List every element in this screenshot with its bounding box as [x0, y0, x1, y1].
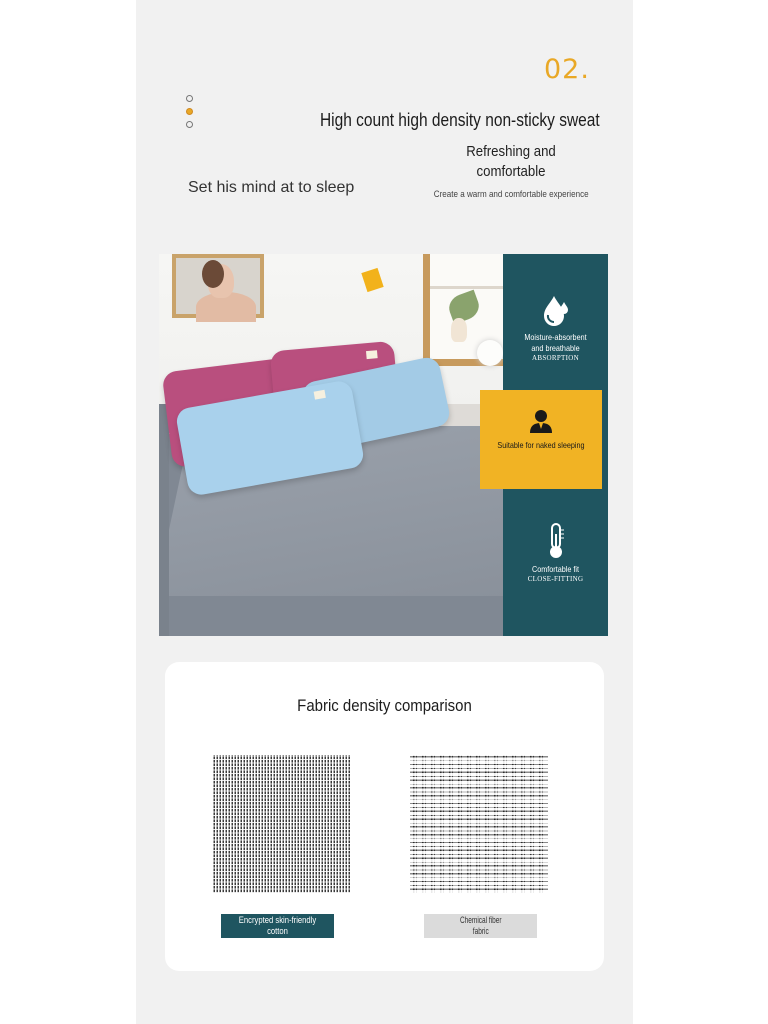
feature-moisture-sub: ABSORPTION [532, 354, 579, 362]
feature-naked-sleep [480, 390, 602, 489]
cotton-label-text: Encrypted skin-friendly cotton [238, 915, 317, 936]
left-tagline: Set his mind at to sleep [188, 179, 355, 196]
chemical-fiber-label-line-1: Chemical fiber [459, 915, 502, 925]
subhead [445, 142, 577, 182]
wall-picture-frame [172, 254, 264, 318]
pillow-tag [314, 390, 326, 400]
chemical-fiber-swatch [410, 755, 548, 893]
water-drop-icon [540, 294, 572, 328]
pagination-dot-2-active[interactable] [186, 108, 193, 115]
picture-hair [202, 260, 224, 288]
feature-naked-sleep-label: Suitable for naked sleeping [497, 440, 585, 450]
subhead-line-2: comfortable [476, 163, 546, 180]
comparison-title: Fabric density comparison [297, 696, 472, 715]
chemical-fiber-label-line-2: fabric [472, 926, 489, 936]
feature-fit-sub: CLOSE-FITTING [527, 575, 584, 583]
feature-fit-label: Comfortable fit [532, 564, 579, 574]
feature-moisture [503, 294, 608, 362]
thermometer-icon [546, 522, 566, 560]
shelf [430, 286, 503, 289]
chemical-fiber-label-badge [424, 914, 537, 938]
chemical-fiber-label-text [456, 915, 505, 937]
headline: High count high density non-sticky sweat [320, 110, 600, 130]
cotton-label-badge [221, 914, 334, 938]
pagination-dot-3[interactable] [186, 121, 193, 128]
feature-fit [503, 522, 608, 583]
description: Create a warm and comfortable experience [433, 189, 589, 200]
feature-moisture-label-1: Moisture-absorbent [524, 332, 587, 342]
fabric-comparison-card [165, 662, 604, 971]
feature-moisture-label-2: and breathable [531, 343, 580, 353]
person-icon [528, 408, 554, 434]
vase [451, 318, 467, 342]
section-number: 02. [544, 54, 590, 85]
cotton-fabric-swatch [212, 755, 350, 893]
pillow-tag [366, 350, 378, 359]
subhead-line-1: Refreshing and [466, 143, 556, 160]
bedroom-photo [159, 254, 503, 636]
pagination-dots [186, 95, 193, 134]
pagination-dot-1[interactable] [186, 95, 193, 102]
product-detail-page [136, 0, 633, 1024]
lamp [477, 340, 503, 366]
headboard [159, 404, 169, 636]
